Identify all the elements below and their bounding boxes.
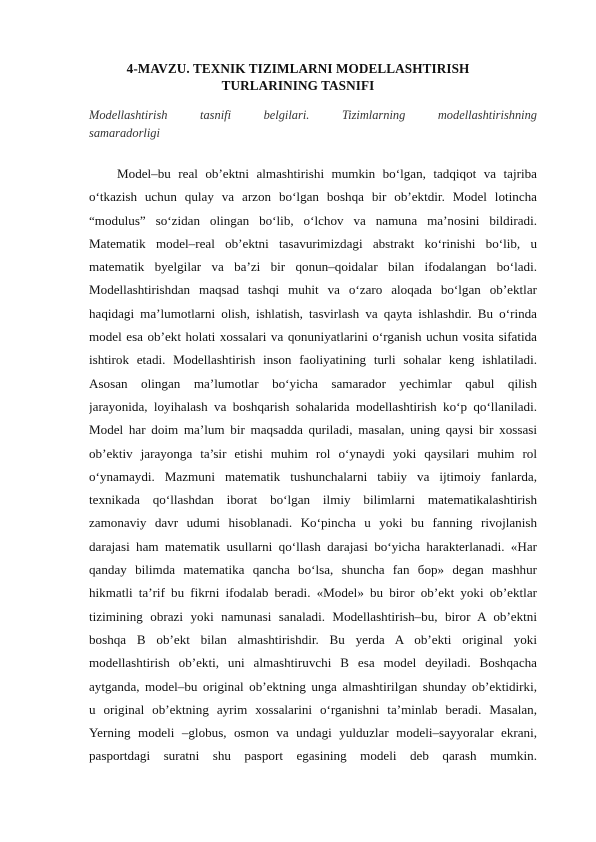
paragraph-line: Asosan olingan ma’lumotlar bo‘yicha samarador yechimlar qabul qilish bbox=[89, 375, 537, 391]
paragraph-line: hikmatli ta’rif bu fikrni ifodalab beradi. «Model» bu biror ob’ekt yoki ob’ektlar bbox=[89, 585, 537, 601]
paragraph-line: o‘ynamaydi. Mazmuni matematik tushunchalarni tabiiy va ijtimoiy fanlarda, bbox=[89, 468, 537, 484]
paragraph-line: boshqa B ob’ekt bilan almashtirishdir. Bu yerda A ob’ekti original yoki bbox=[89, 631, 537, 647]
paragraph-line: haqidagi ma’lumotlarni olish, ishlatish, tasvirlash va qayta ishlashdir. Bu o‘rinda bbox=[89, 305, 537, 321]
paragraph-line: darajasi ham matematik usullarni qo‘llash darajasi bo‘yicha harakterlanadi. «Har bbox=[89, 538, 537, 554]
keywords-line-1 bbox=[89, 106, 537, 124]
title-line-1: 4-MAVZU. TEXNIK TIZIMLARNI MODELLASHTIRISH bbox=[126, 61, 470, 76]
keyword: Modellashtirish bbox=[89, 108, 168, 122]
paragraph-line: aytganda, model–bu original ob’ektning unga almashtirilgan shunday ob’ektidirki, bbox=[89, 678, 537, 694]
paragraph-line: modellashtirish ob’ekti, uni almashtiruvchi B esa model deyiladi. Boshqacha bbox=[89, 655, 537, 671]
paragraph-line: Matematik model–real ob’ektni tasavurimizdagi abstrakt ko‘rinishi bo‘lib, u bbox=[89, 235, 537, 251]
paragraph-line: qanday bilimda matematika qancha bo‘lsa, shuncha fan бор» degan mashhur bbox=[89, 562, 537, 578]
body-paragraph bbox=[89, 162, 537, 768]
keywords-line-2: samaradorligi bbox=[89, 126, 160, 140]
page-title bbox=[60, 60, 536, 94]
keyword: tasnifi bbox=[200, 108, 232, 122]
paragraph-line: Model–bu real ob’ektni almashtirishi mumkin bo‘lgan, tadqiqot va tajriba bbox=[117, 166, 537, 181]
paragraph-line: Model har doim ma’lum bir maqsadda quriladi, masalan, uning qaysi bir xossasi bbox=[89, 422, 537, 438]
keyword: Tizimlarning bbox=[341, 108, 406, 122]
paragraph-line: jarayonida, loyihalash va boshqarish sohalarida modellashtirish ko‘p qo‘llaniladi. bbox=[89, 398, 537, 414]
paragraph-line: matematik byelgilar va ba’zi bir qonun–qoidalar bilan ifodalangan bo‘ladi. bbox=[89, 259, 537, 275]
paragraph-line: Yerning modeli –globus, osmon va undagi yulduzlar modeli–sayyoralar ekrani, bbox=[89, 725, 537, 741]
paragraph-line: Modellashtirishdan maqsad tashqi muhit va o‘zaro aloqada bo‘lgan ob’ektlar bbox=[89, 282, 537, 298]
paragraph-line: tizimining obrazi yoki namunasi sanaladi. Modellashtirish–bu, biror A ob’ektni bbox=[89, 608, 537, 624]
paragraph-line: pasportdagi suratni shu pasport egasining modeli deb qarash mumkin. bbox=[89, 748, 537, 764]
paragraph-line: ishtirok etadi. Modellashtirish inson faoliyatining turli sohalar keng ishlatiladi. bbox=[89, 352, 537, 368]
paragraph-line: “modulus” so‘zidan olingan bo‘lib, o‘lchov va namuna ma’nosini bildiradi. bbox=[89, 212, 537, 228]
paragraph-line: ob’ektiv jarayonga ta’sir etishi muhim rol o‘ynaydi yoki qaysilari muhim rol bbox=[89, 445, 537, 461]
paragraph-line: zamonaviy davr udumi hisoblanadi. Ko‘pincha u yoki bu fanning rivojlanish bbox=[89, 515, 537, 531]
keyword: belgilari. bbox=[263, 108, 310, 122]
keyword: modellashtirishning bbox=[437, 108, 537, 122]
title-line-2: TURLARINING TASNIFI bbox=[221, 78, 375, 93]
paragraph-line: texnikada qo‘llashdan iborat bo‘lgan ilmiy bilimlarni matematikalashtirish bbox=[89, 492, 537, 508]
keywords-block bbox=[89, 106, 537, 142]
paragraph-line: model esa ob’ekt holati xossalari va qonuniyatlarini o‘rganish uchun vosita sifatida bbox=[89, 329, 537, 345]
paragraph-line: u original ob’ektning ayrim xossalarini o‘rganishni ta’minlab beradi. Masalan, bbox=[89, 701, 537, 717]
paragraph-line: o‘tkazish uchun qulay va arzon bo‘lgan boshqa bir ob’ektdir. Model lotincha bbox=[89, 189, 537, 205]
